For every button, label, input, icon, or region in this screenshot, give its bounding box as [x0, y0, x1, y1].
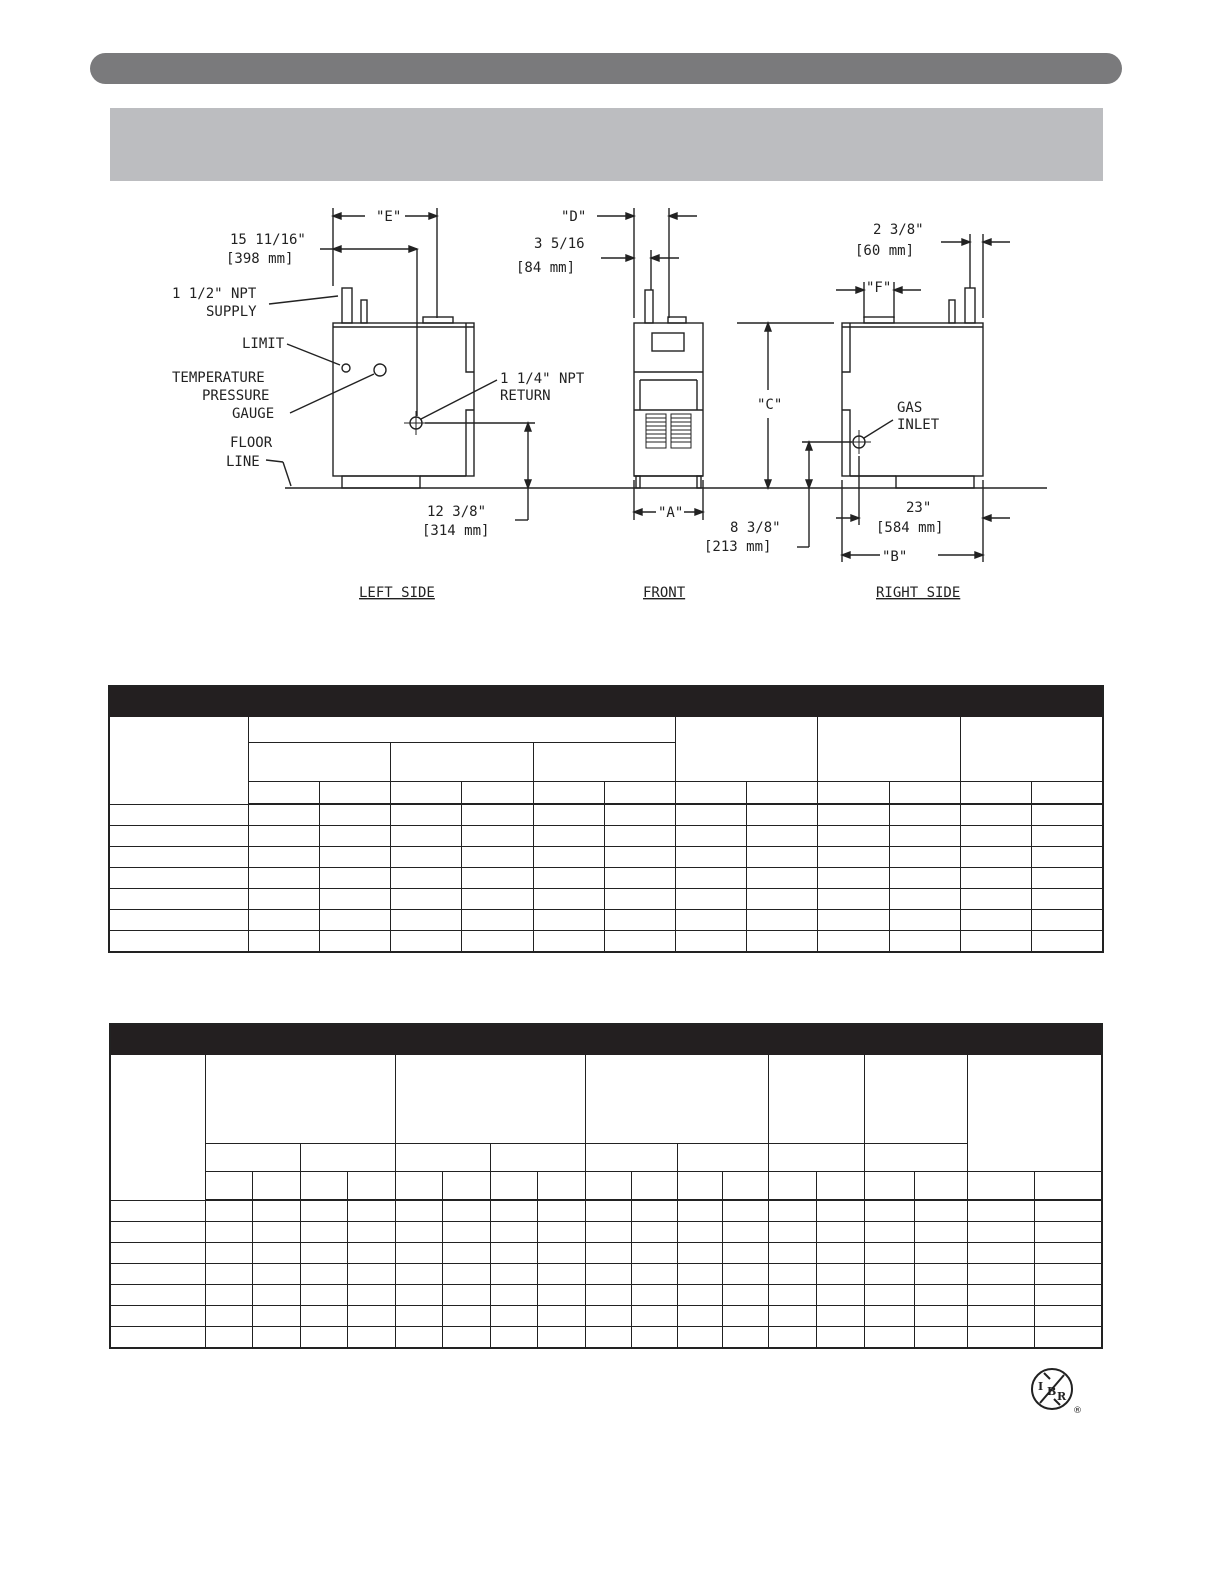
table-row: [109, 931, 1103, 953]
callout-gas-2: INLET: [897, 417, 940, 433]
table-header-row: [110, 1172, 1102, 1201]
callout-return-1: 1 1/4" NPT: [500, 371, 585, 387]
table-row: [109, 889, 1103, 910]
table-row: [109, 868, 1103, 889]
table-row: [110, 1243, 1102, 1264]
dim-d-label: "D": [561, 209, 587, 225]
boiler-dimension-drawing: [0, 190, 1225, 620]
dim-right-offset-mm: [60 mm]: [855, 243, 915, 259]
dim-depth: 23": [906, 500, 932, 516]
callout-gauge-3: GAUGE: [232, 406, 275, 422]
dim-e-label: "E": [376, 209, 402, 225]
table-header-row: [110, 1144, 1102, 1172]
right-side-label: RIGHT SIDE: [876, 585, 961, 601]
callout-gauge-2: PRESSURE: [202, 388, 270, 404]
dim-return-height-mm: [314 mm]: [422, 523, 490, 539]
table-title-row: [109, 686, 1103, 717]
dim-gas-height-mm: [213 mm]: [704, 539, 772, 555]
left-side-label: LEFT SIDE: [359, 585, 435, 601]
dim-supply-offset: 15 11/16": [230, 232, 306, 248]
dim-f-label: "F": [866, 280, 892, 296]
callout-supply-1: 1 1/2" NPT: [172, 286, 257, 302]
dim-right-offset: 2 3/8": [873, 222, 924, 238]
dim-c-label: "C": [757, 397, 783, 413]
svg-text:R: R: [1057, 1390, 1067, 1403]
dim-front-offset-mm: [84 mm]: [516, 260, 576, 276]
top-header-bar: [90, 53, 1122, 84]
dim-return-height: 12 3/8": [427, 504, 487, 520]
table-title-row: [110, 1024, 1102, 1055]
table-row: [110, 1222, 1102, 1243]
front-label: FRONT: [643, 585, 686, 601]
table-header-row: [109, 782, 1103, 805]
table-row: [109, 910, 1103, 931]
callout-gauge-1: TEMPERATURE: [172, 370, 265, 386]
callout-supply-2: SUPPLY: [206, 304, 257, 320]
left-side-view: [266, 208, 535, 520]
callout-return-2: RETURN: [500, 388, 551, 404]
callout-gas-1: GAS: [897, 400, 923, 416]
table-header-row: [110, 1055, 1102, 1144]
dim-gas-height: 8 3/8": [730, 520, 781, 536]
table-row: [110, 1264, 1102, 1285]
ratings-table: [109, 1023, 1103, 1349]
svg-text:I: I: [1038, 1380, 1044, 1393]
ibr-logo: [1028, 1365, 1088, 1415]
svg-text:®: ®: [1073, 1406, 1082, 1415]
right-side-view: [797, 234, 1010, 562]
dim-front-offset: 3 5/16: [534, 236, 585, 252]
callout-floor-2: LINE: [226, 454, 260, 470]
table-row: [110, 1327, 1102, 1349]
table-row: [109, 826, 1103, 847]
dim-a-label: "A": [658, 505, 684, 521]
callout-limit: LIMIT: [242, 336, 285, 352]
dim-depth-mm: [584 mm]: [876, 520, 944, 536]
table-row: [110, 1306, 1102, 1327]
table-row: [109, 804, 1103, 826]
table-row: [109, 847, 1103, 868]
table-row: [110, 1200, 1102, 1222]
dim-b-label: "B": [882, 549, 908, 565]
dimensions-table: [108, 685, 1104, 953]
callout-floor-1: FLOOR: [230, 435, 273, 451]
dim-supply-offset-mm: [398 mm]: [226, 251, 294, 267]
table-row: [110, 1285, 1102, 1306]
table-header-row: [109, 717, 1103, 743]
section-header-band: [110, 108, 1103, 181]
svg-text:B: B: [1047, 1385, 1057, 1398]
front-view: [597, 208, 834, 520]
